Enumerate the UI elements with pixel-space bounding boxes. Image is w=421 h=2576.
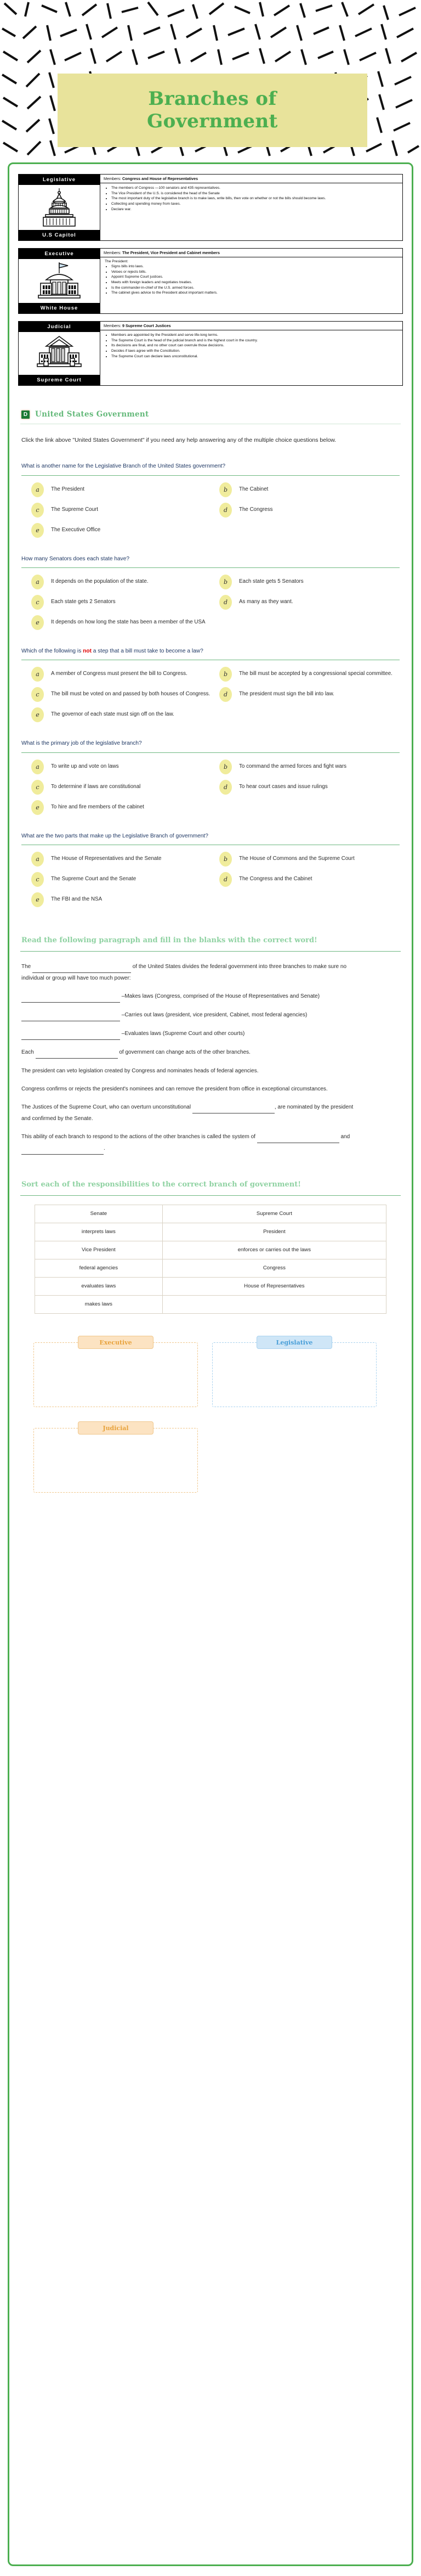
branch-bullets-judicial [104, 333, 399, 359]
fib-text: The Justices of the Supreme Court, who can overturn unconstitutional [21, 1104, 192, 1110]
option-letter[interactable]: a [31, 667, 44, 682]
bullet: • Is the commander-in-chief of the U.S. armed forces. [111, 285, 399, 291]
options-list-2 [31, 576, 400, 630]
option-letter[interactable]: b [219, 482, 232, 497]
option-e[interactable] [31, 802, 212, 815]
option-b[interactable] [219, 761, 400, 774]
fib-text: Congress confirms or rejects the president's nominees and can remove the president from office in exceptional circumstances. [21, 1085, 328, 1092]
fib-paragraph-6 [21, 1066, 359, 1077]
drop-zone-judicial[interactable] [33, 1421, 198, 1493]
option-a[interactable] [31, 853, 212, 867]
sort-tile[interactable]: Vice President [35, 1241, 163, 1259]
option-c[interactable] [31, 504, 212, 518]
table-row [35, 1241, 386, 1259]
option-letter[interactable]: e [31, 892, 44, 907]
option-letter[interactable]: b [219, 760, 232, 774]
option-letter[interactable]: d [219, 595, 232, 610]
branch-drop-zones [33, 1336, 388, 1493]
option-letter[interactable]: e [31, 800, 44, 815]
option-letter[interactable]: b [219, 852, 232, 867]
table-row [35, 1259, 386, 1277]
blank-input[interactable] [36, 1047, 118, 1059]
question-block-3 [21, 646, 400, 722]
option-label[interactable]: The bill must be accepted by a congressional special committee. [239, 671, 392, 677]
option-b[interactable] [219, 484, 400, 497]
branch-right-judicial [100, 321, 403, 386]
instructions-text: Click the link above "United States Government" if you need any help answering any of the multiple choice questions below. [21, 437, 337, 443]
option-b[interactable] [219, 668, 400, 682]
branch-left-judicial [18, 321, 100, 386]
sort-tile[interactable]: enforces or carries out the laws [162, 1241, 386, 1259]
option-label[interactable]: The president must sign the bill into law. [239, 691, 334, 698]
branch-name-judicial: Judicial [19, 321, 100, 332]
blank-input[interactable] [21, 991, 120, 1003]
building-name-supreme-court: Supreme Court [19, 375, 100, 385]
question-text-4 [21, 739, 350, 748]
sort-tile[interactable]: interprets laws [35, 1223, 163, 1241]
bullet: • Declare war. [111, 207, 399, 212]
option-label[interactable]: The Supreme Court [51, 506, 99, 513]
bullet: • Decides if laws agree with the Constitution. [111, 348, 399, 354]
blank-input[interactable] [257, 1132, 339, 1143]
option-label[interactable]: The governor of each state must sign off on the law. [51, 711, 174, 718]
option-e[interactable] [31, 709, 212, 722]
fib-paragraph-4 [21, 1028, 359, 1040]
branches-reference-table [18, 174, 403, 386]
fib-paragraph-2 [21, 991, 359, 1003]
table-row [35, 1205, 386, 1223]
branch-block-executive [18, 248, 403, 314]
option-d[interactable] [219, 689, 400, 702]
fib-text: , are nominated by the president and confirmed by the Senate. [21, 1104, 354, 1122]
fill-in-blanks-body [21, 961, 400, 1155]
bullet: • The Supreme Court is the head of the judicial branch and is the highest court in the country. [111, 338, 399, 344]
members-value: Congress and House of Representatives [122, 176, 198, 181]
drop-area-judicial[interactable] [33, 1428, 198, 1493]
question-text-before: Which of the following is [21, 648, 83, 655]
option-d[interactable] [219, 597, 400, 610]
option-letter[interactable]: d [219, 687, 232, 702]
question-text-after: a step that a bill must take to become a law? [91, 648, 203, 655]
bullet: • Appoint Supreme Court justices. [111, 274, 399, 280]
blank-input[interactable] [21, 1010, 120, 1021]
fib-text: –Carries out laws (president, vice president, Cabinet, most federal agencies) [120, 1011, 308, 1018]
sorting-divider [20, 1195, 401, 1196]
option-label[interactable]: The House of Representatives and the Senate [51, 856, 162, 862]
branch-name-legislative: Legislative [19, 174, 100, 185]
bullet: • The Vice President of the U.S. is considered the head of the Senate [111, 191, 399, 196]
sorting-tiles-table [35, 1205, 386, 1314]
table-row [35, 1223, 386, 1241]
option-label[interactable]: As many as they want. [239, 599, 293, 605]
bullet: • The Supreme Court can declare laws unconstitutional. [111, 354, 399, 359]
fill-in-blanks-heading: Read the following paragraph and fill in the blanks with the correct word! [21, 936, 317, 945]
blank-input[interactable] [21, 1143, 104, 1155]
option-letter[interactable]: b [219, 575, 232, 589]
question-text-3 [21, 646, 350, 656]
branch-left-legislative [18, 174, 100, 241]
question-block-2 [21, 554, 400, 630]
question-text-before: What is the primary job of the legislative branch? [21, 740, 142, 747]
table-row [35, 1277, 386, 1295]
fib-paragraph-7 [21, 1084, 359, 1095]
branch-left-executive [18, 248, 100, 314]
page-bottom-spacer [18, 1493, 403, 1515]
members-prefix: Members: [104, 176, 121, 181]
option-label[interactable]: The Executive Office [51, 526, 101, 533]
option-label[interactable]: It depends on the population of the state. [51, 578, 149, 585]
members-value: The President, Vice President and Cabinet members [122, 250, 220, 255]
question-divider [21, 752, 400, 753]
members-line-legislative [100, 174, 402, 183]
question-divider [21, 475, 400, 476]
option-label[interactable]: To hear court cases and issue rulings [239, 783, 328, 790]
option-c[interactable] [31, 781, 212, 795]
option-letter[interactable]: e [31, 615, 44, 630]
fib-text: The [21, 963, 33, 970]
drop-zone-label-judicial: Judicial [78, 1421, 153, 1435]
fib-text: –Makes laws (Congress, comprised of the House of Representatives and Senate) [120, 993, 320, 999]
option-letter[interactable]: e [31, 523, 44, 538]
branch-lead-executive: The President: [105, 260, 128, 264]
option-label[interactable]: The bill must be voted on and passed by both houses of Congress. [51, 691, 210, 698]
members-value: 9 Supreme Court Justices [122, 323, 171, 328]
united-states-government-link[interactable] [21, 410, 403, 419]
option-label[interactable]: The House of Commons and the Supreme Court [239, 856, 355, 862]
question-block-5 [21, 831, 400, 907]
option-d[interactable] [219, 504, 400, 518]
fib-text: of the United States divides the federal government into three branches to make sure no individual or group will have too much power: [21, 963, 347, 981]
option-label[interactable]: The Cabinet [239, 486, 269, 492]
option-label[interactable]: To determine if laws are constitutional [51, 783, 141, 790]
option-d[interactable] [219, 874, 400, 887]
option-label[interactable]: It depends on how long the state has been a member of the USA [51, 619, 206, 626]
question-text-1 [21, 462, 350, 471]
drop-zone-label-executive: Executive [78, 1336, 153, 1349]
worksheet-frame [8, 162, 413, 2566]
option-a[interactable] [31, 576, 212, 589]
option-a[interactable] [31, 761, 212, 774]
fib-text: . [104, 1145, 105, 1151]
fib-paragraph-1 [21, 961, 359, 984]
options-list-5 [31, 853, 400, 907]
option-label[interactable]: The FBI and the NSA [51, 896, 103, 903]
title-banner [58, 74, 367, 147]
option-letter[interactable]: c [31, 687, 44, 702]
option-label[interactable]: The President [51, 486, 84, 492]
option-label[interactable]: The Congress [239, 506, 273, 513]
branch-name-executive: Executive [19, 248, 100, 259]
question-block-4 [21, 739, 400, 814]
supreme-court-icon [19, 332, 100, 375]
fib-text: –Evaluates laws (Supreme Court and other courts) [120, 1030, 245, 1037]
branch-right-legislative [100, 174, 403, 241]
option-a[interactable] [31, 484, 212, 497]
bullet: • The cabinet gives advice to the President about important matters. [111, 290, 399, 296]
blank-input[interactable] [32, 961, 131, 973]
option-label[interactable]: A member of Congress must present the bill to Congress. [51, 671, 187, 677]
option-letter[interactable]: a [31, 760, 44, 774]
option-a[interactable] [31, 668, 212, 682]
question-text-before: How many Senators does each state have? [21, 555, 130, 562]
document-link-icon[interactable]: D [21, 410, 30, 419]
branch-block-legislative [18, 174, 403, 241]
members-line-judicial [100, 321, 402, 330]
question-text-before: What is another name for the Legislative Branch of the United States government? [21, 463, 226, 470]
fill-in-divider [20, 951, 401, 952]
option-letter[interactable]: a [31, 852, 44, 867]
option-letter[interactable]: c [31, 872, 44, 887]
drop-zone-legislative[interactable] [212, 1336, 377, 1407]
blank-input[interactable] [192, 1102, 275, 1113]
worksheet-sheet [0, 162, 421, 2566]
white-house-icon [19, 259, 100, 303]
option-e[interactable] [31, 525, 212, 538]
option-d[interactable] [219, 781, 400, 795]
drop-area-executive[interactable] [33, 1342, 198, 1407]
drop-zone-executive[interactable] [33, 1336, 198, 1407]
sort-tile[interactable]: federal agencies [35, 1259, 163, 1277]
option-letter[interactable]: b [219, 667, 232, 682]
option-e[interactable] [31, 617, 212, 630]
fib-text: Each [21, 1049, 36, 1055]
fib-paragraph-3 [21, 1010, 359, 1021]
drop-zone-label-legislative: Legislative [257, 1336, 332, 1349]
sort-tile[interactable]: evaluates laws [35, 1277, 163, 1295]
option-label[interactable]: To command the armed forces and fight wars [239, 763, 347, 769]
option-c[interactable] [31, 874, 212, 887]
option-label[interactable]: The Supreme Court and the Senate [51, 876, 136, 882]
building-name-white-house: White House [19, 303, 100, 313]
capitol-dome-icon [19, 185, 100, 230]
question-divider [21, 567, 400, 568]
option-c[interactable] [31, 689, 212, 702]
option-label[interactable]: To hire and fire members of the cabinet [51, 803, 144, 810]
fib-text: of government can change acts of the other branches. [117, 1049, 251, 1055]
building-name-capitol: U.S Capitol [19, 230, 100, 240]
blank-input[interactable] [21, 1028, 120, 1040]
option-letter[interactable]: c [31, 780, 44, 795]
table-row [35, 1295, 386, 1313]
option-label[interactable]: Each state gets 2 Senators [51, 599, 116, 605]
question-text-before: What are the two parts that make up the Legislative Branch of government? [21, 833, 208, 839]
sort-tile[interactable]: Congress [162, 1259, 386, 1277]
members-prefix: Members: [104, 250, 121, 255]
option-b[interactable] [219, 853, 400, 867]
fib-text: This ability of each branch to respond to the actions of the other branches is called the system of [21, 1133, 257, 1140]
option-label[interactable]: To write up and vote on laws [51, 763, 119, 769]
fib-text: The president can veto legislation created by Congress and nominates heads of federal agencies. [21, 1067, 259, 1074]
option-label[interactable]: Each state gets 5 Senators [239, 578, 304, 585]
option-letter[interactable]: e [31, 707, 44, 722]
question-text-5 [21, 831, 350, 841]
option-label[interactable]: The Congress and the Cabinet [239, 876, 312, 882]
bullet: • Meets with foreign leaders and negotiates treaties. [111, 280, 399, 285]
option-c[interactable] [31, 597, 212, 610]
sort-tile[interactable]: Senate [35, 1205, 163, 1223]
sort-tile[interactable]: President [162, 1223, 386, 1241]
sort-tile[interactable]: Supreme Court [162, 1205, 386, 1223]
option-letter[interactable]: d [219, 780, 232, 795]
bullet: • Its decisions are final, and no other court can overrule those decisions. [111, 343, 399, 348]
bullet: • The most important duty of the legislative branch is to make laws, write bills, then vote on whether or not the bills should become laws. [111, 196, 399, 201]
bullet: • Members are appointed by the President and serve life-long terms. [111, 333, 399, 338]
option-letter[interactable]: d [219, 503, 232, 518]
bullet: • Signs bills into laws. [111, 264, 399, 269]
fib-paragraph-9 [21, 1132, 359, 1155]
bullet: • The members of Congress —100 senators and 435 representatives. [111, 185, 399, 191]
options-list-3 [31, 668, 400, 722]
drop-area-legislative[interactable] [212, 1342, 377, 1407]
branch-bullets-legislative [104, 185, 399, 212]
sort-tile[interactable]: makes laws [35, 1295, 163, 1313]
question-text-2 [21, 554, 350, 564]
members-line-executive [100, 248, 402, 257]
option-letter[interactable]: a [31, 482, 44, 497]
page-title-line1: Branches of [148, 87, 277, 110]
option-e[interactable] [31, 894, 212, 907]
option-letter[interactable]: d [219, 872, 232, 887]
members-prefix: Members: [104, 323, 121, 328]
bullet: • Collecting and spending money from taxes. [111, 201, 399, 207]
question-block-1 [21, 462, 400, 537]
fib-paragraph-8 [21, 1102, 359, 1124]
sort-tile[interactable]: House of Representatives [162, 1277, 386, 1295]
branch-right-executive [100, 248, 403, 314]
page-hero [0, 0, 421, 162]
sorting-heading: Sort each of the responsibilities to the correct branch of government! [21, 1180, 301, 1189]
option-letter[interactable]: c [31, 595, 44, 610]
options-list-4 [31, 761, 400, 815]
link-title[interactable]: United States Government [35, 410, 149, 419]
fib-text: and [339, 1133, 350, 1140]
question-negation-word: not [83, 648, 92, 655]
bullet: • Vetoes or rejects bills. [111, 269, 399, 275]
option-letter[interactable]: a [31, 575, 44, 589]
branch-block-judicial [18, 321, 403, 386]
sort-tile-empty[interactable] [162, 1295, 386, 1313]
page-title-line2: Government [147, 110, 278, 132]
option-b[interactable] [219, 576, 400, 589]
option-letter[interactable]: c [31, 503, 44, 518]
options-list-1 [31, 484, 400, 538]
fib-paragraph-5 [21, 1047, 359, 1059]
branch-bullets-executive [104, 264, 399, 295]
